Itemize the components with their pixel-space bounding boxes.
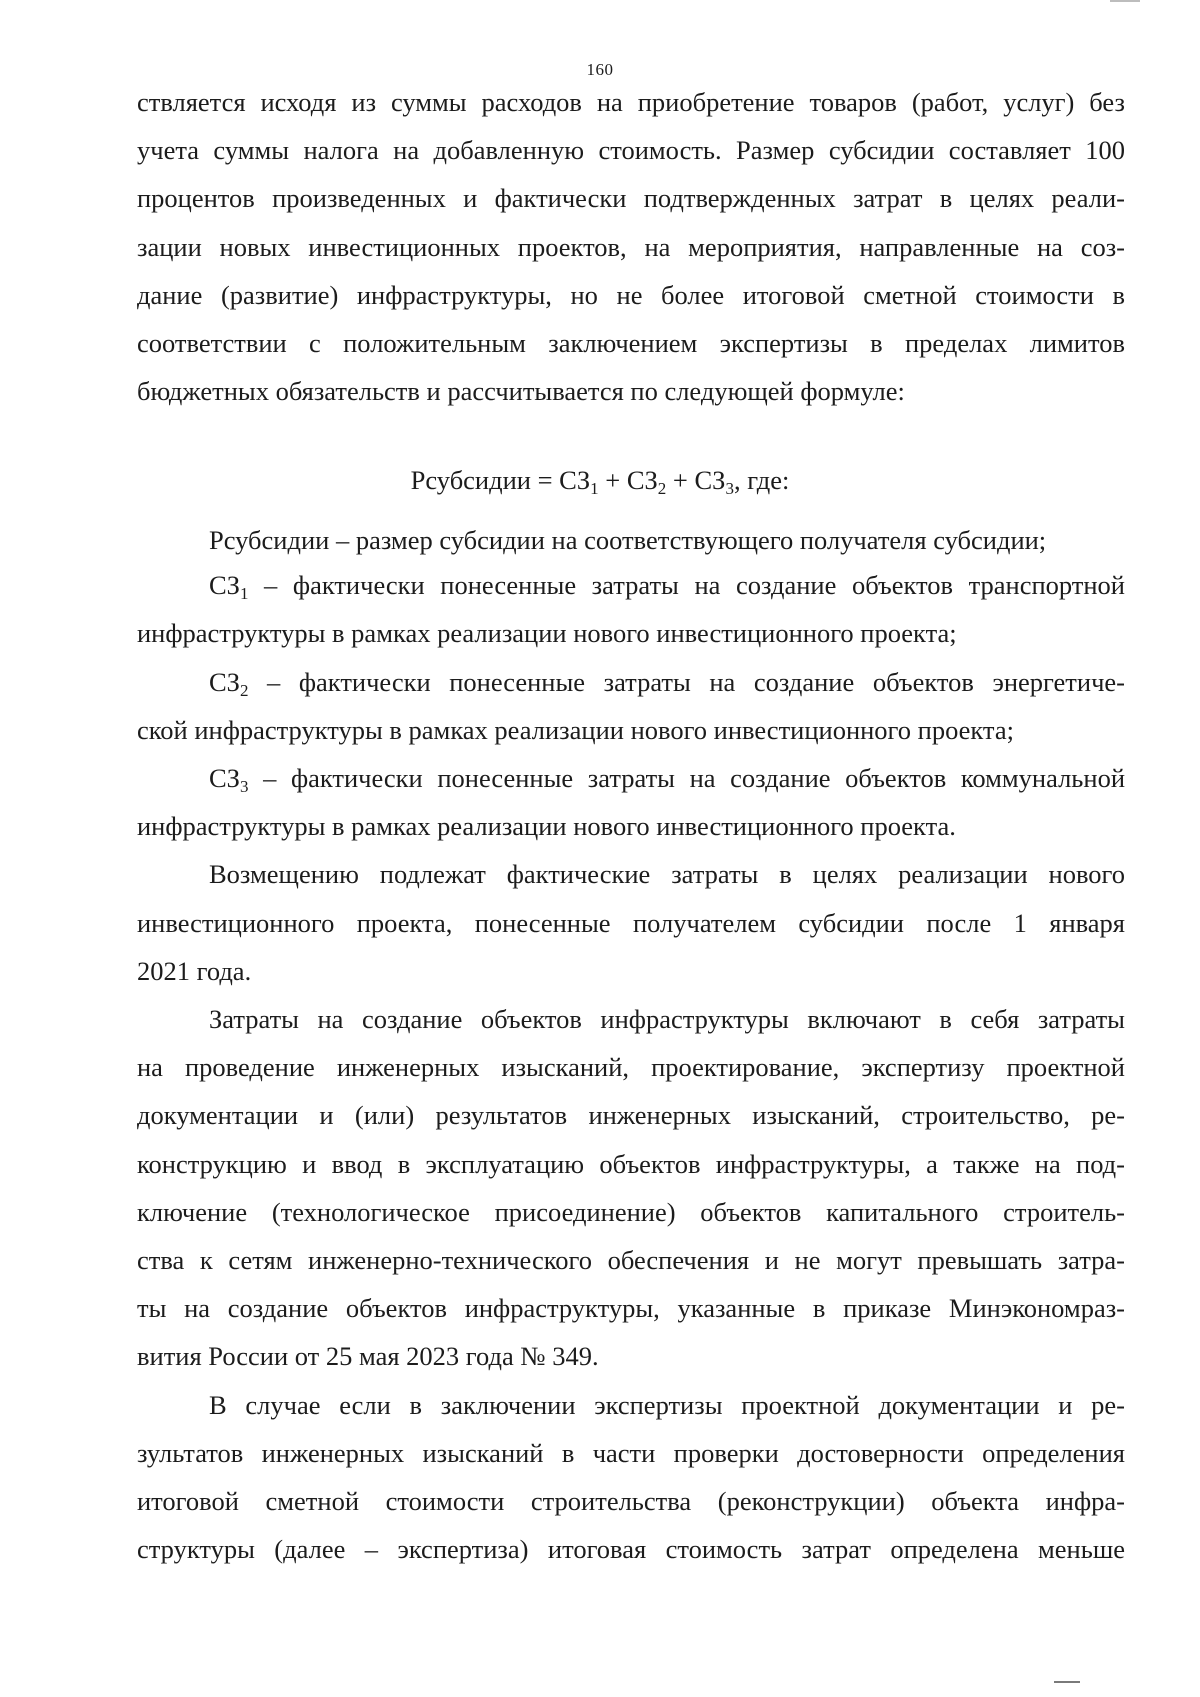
text-line: учета суммы налога на добавленную стоимость. Размер субсидии составляет 100 [137, 135, 1125, 166]
text-line: структуры (далее – экспертиза) итоговая стоимость затрат определена меньше [137, 1534, 1125, 1565]
definition-sz2-rest: – фактически понесенные затраты на создание объектов энергетиче- [248, 666, 1125, 697]
definition-rsubsidii: Рсубсидии – размер субсидии на соответствующего получателя субсидии; [209, 525, 1047, 555]
definitions-and-paragraphs [137, 516, 1125, 1573]
paragraph-subsidy-calculation [137, 78, 1125, 415]
definition-sz3-sub: 3 [239, 777, 249, 797]
definition-sz1-prefix: СЗ [209, 570, 240, 601]
formula-sub-1: 1 [590, 479, 599, 498]
text-line: вития России от 25 мая 2023 года № 349. [137, 1341, 599, 1372]
scan-artifact-top [1110, 0, 1140, 2]
definition-sz2-line-1 [137, 658, 1125, 706]
text-line: бюджетных обязательств и рассчитывается по следующей формуле: [137, 376, 905, 407]
scan-artifact-bottom [1054, 1681, 1080, 1689]
page-number: 160 [586, 60, 614, 79]
text-line: зации новых инвестиционных проектов, на мероприятия, направленные на соз- [137, 231, 1125, 262]
definition-sz3-line-1 [137, 754, 1125, 802]
definition-sz3-prefix: СЗ [209, 763, 240, 794]
definition-sz2-sub: 2 [239, 680, 249, 700]
definition-sz1-rest: – фактически понесенные затраты на создание объектов транспортной [248, 570, 1125, 601]
formula-sub-2: 2 [657, 479, 667, 498]
formula-tail: , где: [733, 465, 790, 495]
text-line: В случае если в заключении экспертизы проектной документации и ре- [209, 1389, 1125, 1420]
text-line: конструкцию и ввод в эксплуатацию объектов инфраструктуры, а также на под- [137, 1148, 1125, 1179]
definition-sz3-line-2: инфраструктуры в рамках реализации нового инвестиционного проекта. [137, 811, 956, 842]
text-line: ства к сетям инженерно-технического обеспечения и не могут превышать затра- [137, 1245, 1125, 1276]
subsidy-formula [0, 456, 1200, 504]
text-line: зультатов инженерных изысканий в части проверки достоверности определения [137, 1437, 1125, 1468]
formula-lhs: Рсубсидии = СЗ [410, 465, 591, 495]
formula-plus-1: + СЗ [598, 465, 658, 495]
definition-sz1-line-1 [137, 561, 1125, 609]
definition-sz1-sub: 1 [239, 584, 249, 604]
text-line: соответствии с положительным заключением экспертизы в пределах лимитов [137, 328, 1125, 359]
text-line: ключение (технологическое присоединение) объектов капитального строитель- [137, 1196, 1125, 1227]
definition-sz3-rest: – фактически понесенные затраты на создание объектов коммунальной [248, 763, 1125, 794]
text-line: 2021 года. [137, 955, 252, 986]
text-line: на проведение инженерных изысканий, проектирование, экспертизу проектной [137, 1052, 1125, 1083]
text-line: ствляется исходя из суммы расходов на приобретение товаров (работ, услуг) без [137, 87, 1125, 117]
text-line: Затраты на создание объектов инфраструктуры включают в себя затраты [209, 1004, 1125, 1035]
text-line: ты на создание объектов инфраструктуры, указанные в приказе Минэкономраз- [137, 1293, 1125, 1324]
text-line: документации и (или) результатов инженерных изысканий, строительство, ре- [137, 1100, 1125, 1131]
text-line: процентов произведенных и фактически подтвержденных затрат в целях реали- [137, 183, 1125, 214]
text-line: Возмещению подлежат фактические затраты в целях реализации нового [209, 859, 1125, 890]
text-line: итоговой сметной стоимости строительства (реконструкции) объекта инфра- [137, 1486, 1125, 1517]
definition-sz1-line-2: инфраструктуры в рамках реализации нового инвестиционного проекта; [137, 618, 957, 649]
text-line: дание (развитие) инфраструктуры, но не более итоговой сметной стоимости в [137, 279, 1125, 310]
formula-plus-2: + СЗ [666, 465, 726, 495]
definition-sz2-line-2: ской инфраструктуры в рамках реализации нового инвестиционного проекта; [137, 714, 1014, 745]
definition-sz2-prefix: СЗ [209, 666, 240, 697]
formula-sub-3: 3 [725, 479, 734, 498]
text-line: инвестиционного проекта, понесенные получателем субсидии после 1 января [137, 907, 1125, 938]
